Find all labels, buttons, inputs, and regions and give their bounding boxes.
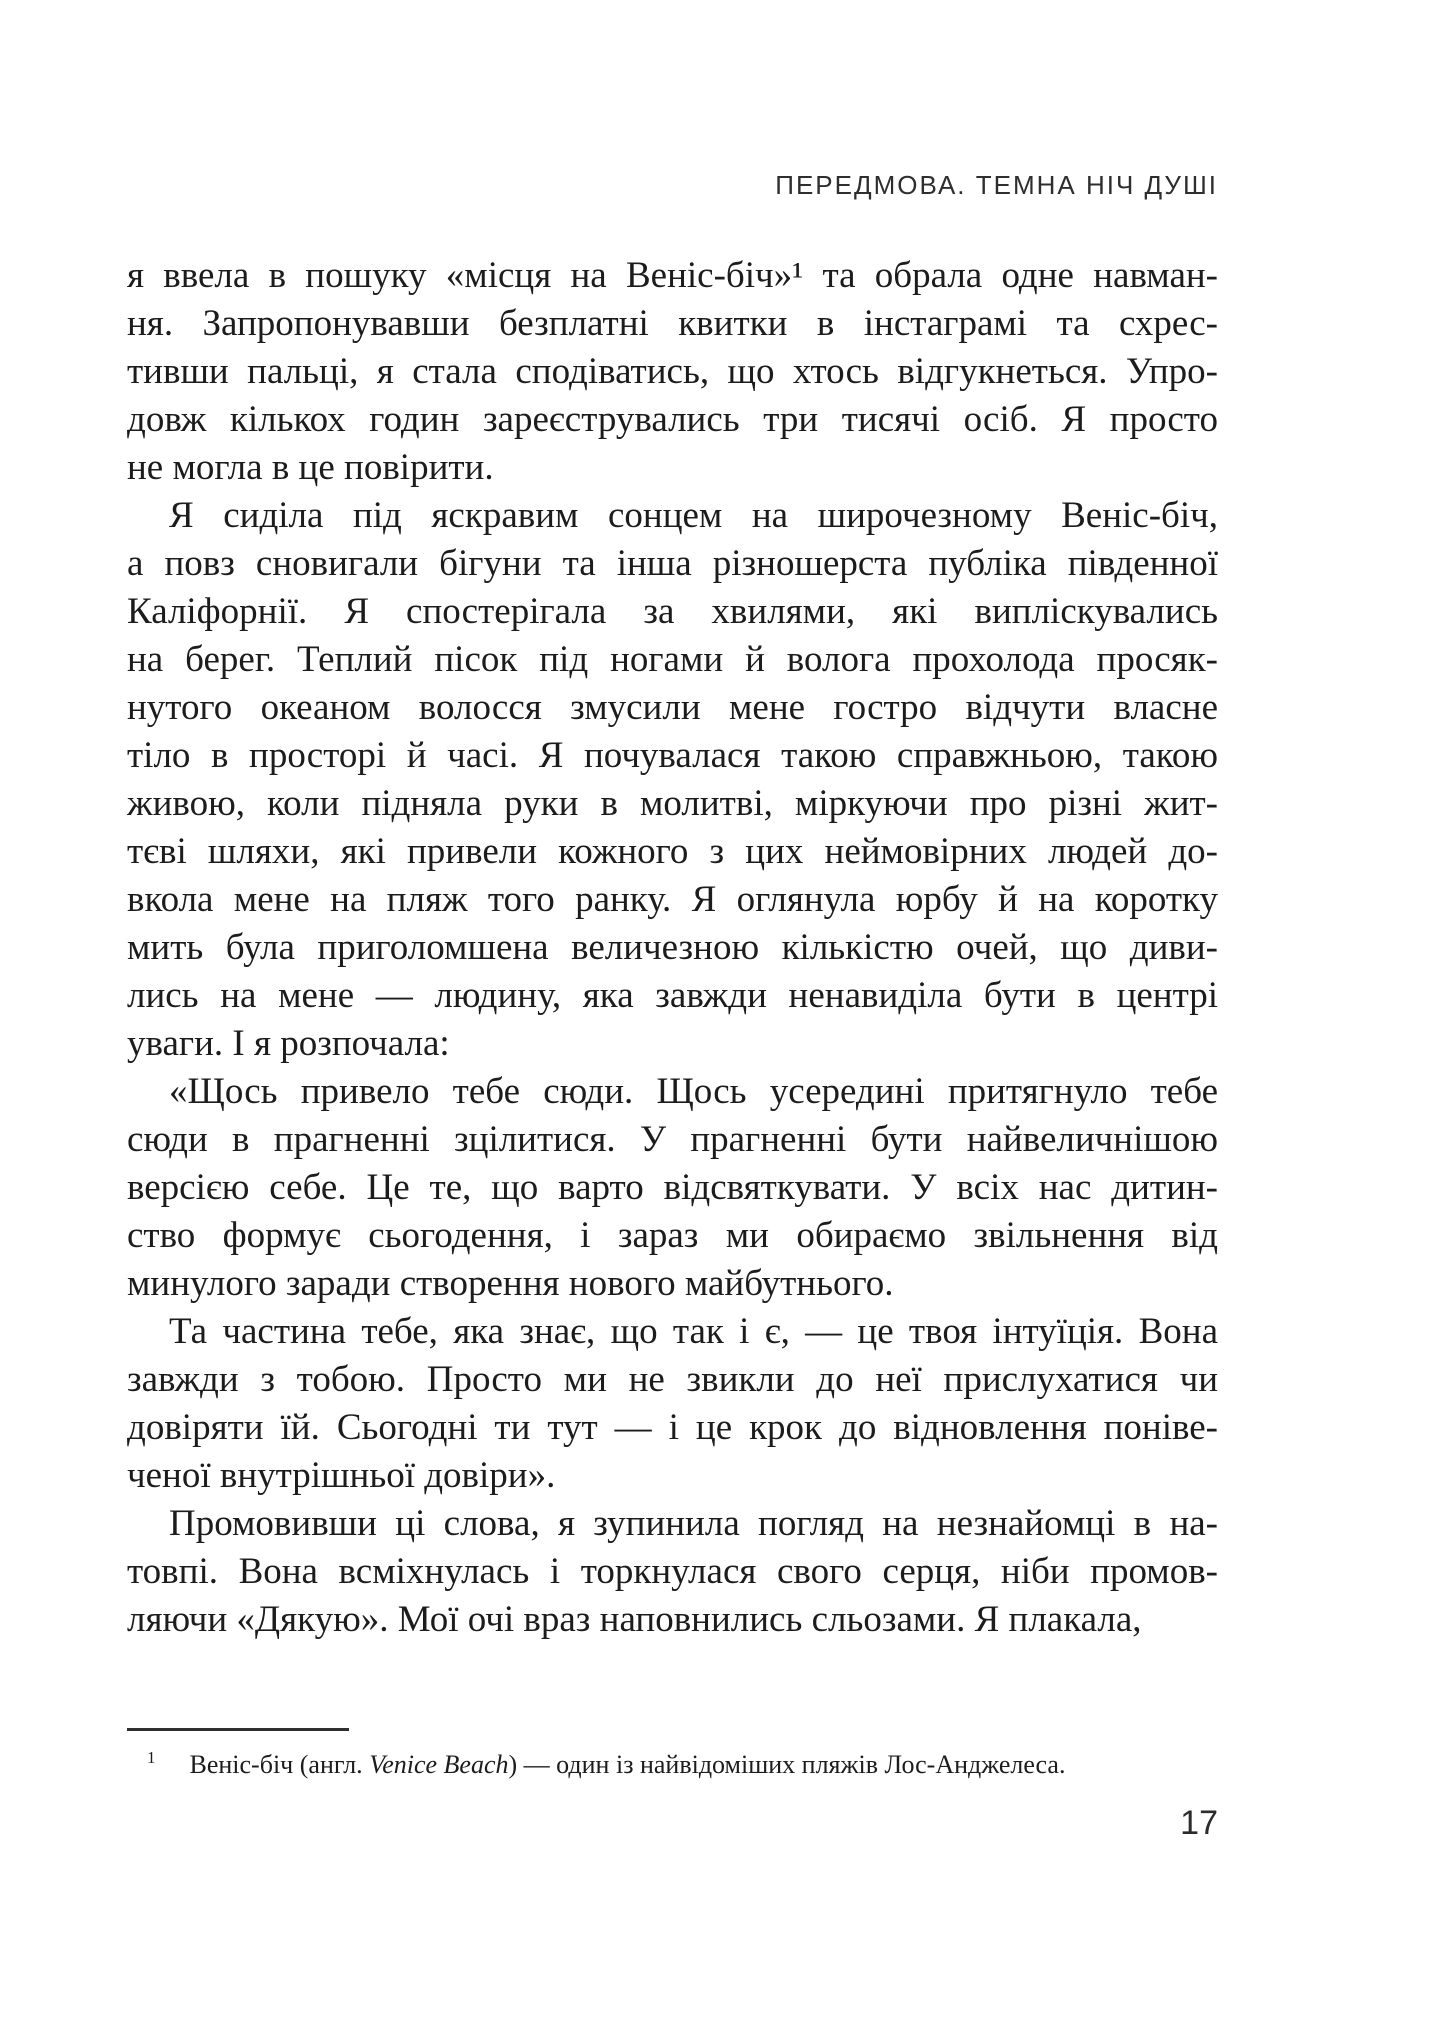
text-line: лись на мене — людину, яка завжди ненавиділа бути в центрі	[127, 975, 1218, 1016]
page-number: 17	[1180, 1804, 1218, 1842]
footnote	[127, 1748, 1218, 1782]
text-line: довж кількох годин зареєструвались три тисячі осіб. Я просто	[127, 399, 1218, 440]
footnote-text	[190, 1750, 1066, 1779]
text-line: тіло в просторі й часі. Я почувалася такою справжньою, такою	[127, 735, 1218, 776]
text-line: «Щось привело тебе сюди. Щось усередині притягнуло тебе	[169, 1071, 1218, 1112]
text-line: вкола мене на пляж того ранку. Я оглянула юрбу й на коротку	[127, 879, 1218, 920]
text-line: ченої внутрішньої довіри».	[127, 1455, 556, 1496]
text-line: не могла в це повірити.	[127, 447, 494, 488]
text-line: на берег. Теплий пісок під ногами й волога прохолода просяк-	[127, 639, 1218, 680]
text-line: Промовивши ці слова, я зупинила погляд на незнайомці в на-	[169, 1503, 1218, 1544]
text-line: Каліфорнії. Я спостерігала за хвилями, які випліскувались	[127, 591, 1218, 632]
text-line: я ввела в пошуку «місця на Веніс-біч»¹ та обрала одне навман-	[127, 255, 1218, 296]
footnote-separator-rule	[127, 1728, 349, 1731]
text-line: нутого океаном волосся змусили мене гостро відчути власне	[127, 687, 1218, 728]
running-head: ПЕРЕДМОВА. ТЕМНА НІЧ ДУШІ	[775, 170, 1218, 200]
footnote-text-end: ) — один із найвідоміших пляжів Лос-Анджелеса.	[508, 1750, 1066, 1779]
text-line: сюди в прагненні зцілитися. У прагненні бути найвеличнішою	[127, 1119, 1218, 1160]
text-line: версією себе. Це те, що варто відсвяткувати. У всіх нас дитин-	[127, 1167, 1218, 1208]
text-line: Та частина тебе, яка знає, що так і є, — це твоя інтуїція. Вона	[169, 1311, 1218, 1352]
text-line: товпі. Вона всміхнулась і торкнулася свого серця, ніби промов-	[127, 1551, 1218, 1592]
text-line: тєві шляхи, які привели кожного з цих неймовірних людей до-	[127, 831, 1218, 872]
text-line: уваги. І я розпочала:	[127, 1023, 450, 1064]
footnote-text-italic: Venice Beach	[369, 1750, 509, 1779]
footnote-text-start: Веніс-біч (англ.	[189, 1750, 370, 1779]
text-line: минулого заради створення нового майбутнього.	[127, 1263, 894, 1304]
body-text	[127, 252, 1218, 1644]
text-line: мить була приголомшена величезною кількістю очей, що диви-	[127, 927, 1218, 968]
text-line: Я сиділа під яскравим сонцем на широчезному Веніс-біч,	[169, 495, 1218, 536]
text-line: ство формує сьогодення, і зараз ми обираємо звільнення від	[127, 1215, 1218, 1256]
text-line: ляючи «Дякую». Мої очі враз наповнились сльозами. Я плакала,	[127, 1599, 1142, 1640]
text-line: довіряти їй. Сьогодні ти тут — і це крок до відновлення поніве-	[127, 1407, 1218, 1448]
text-line: а повз сновигали бігуни та інша різношерста публіка південної	[127, 543, 1218, 584]
text-line: ня. Запропонувавши безплатні квитки в інстаграмі та схрес-	[127, 303, 1218, 344]
text-line: тивши пальці, я стала сподіватись, що хтось відгукнеться. Упро-	[127, 351, 1218, 392]
footnote-marker: 1	[147, 1748, 156, 1768]
text-line: живою, коли підняла руки в молитві, міркуючи про різні жит-	[127, 783, 1218, 824]
text-line: завжди з тобою. Просто ми не звикли до неї прислухатися чи	[127, 1359, 1218, 1400]
